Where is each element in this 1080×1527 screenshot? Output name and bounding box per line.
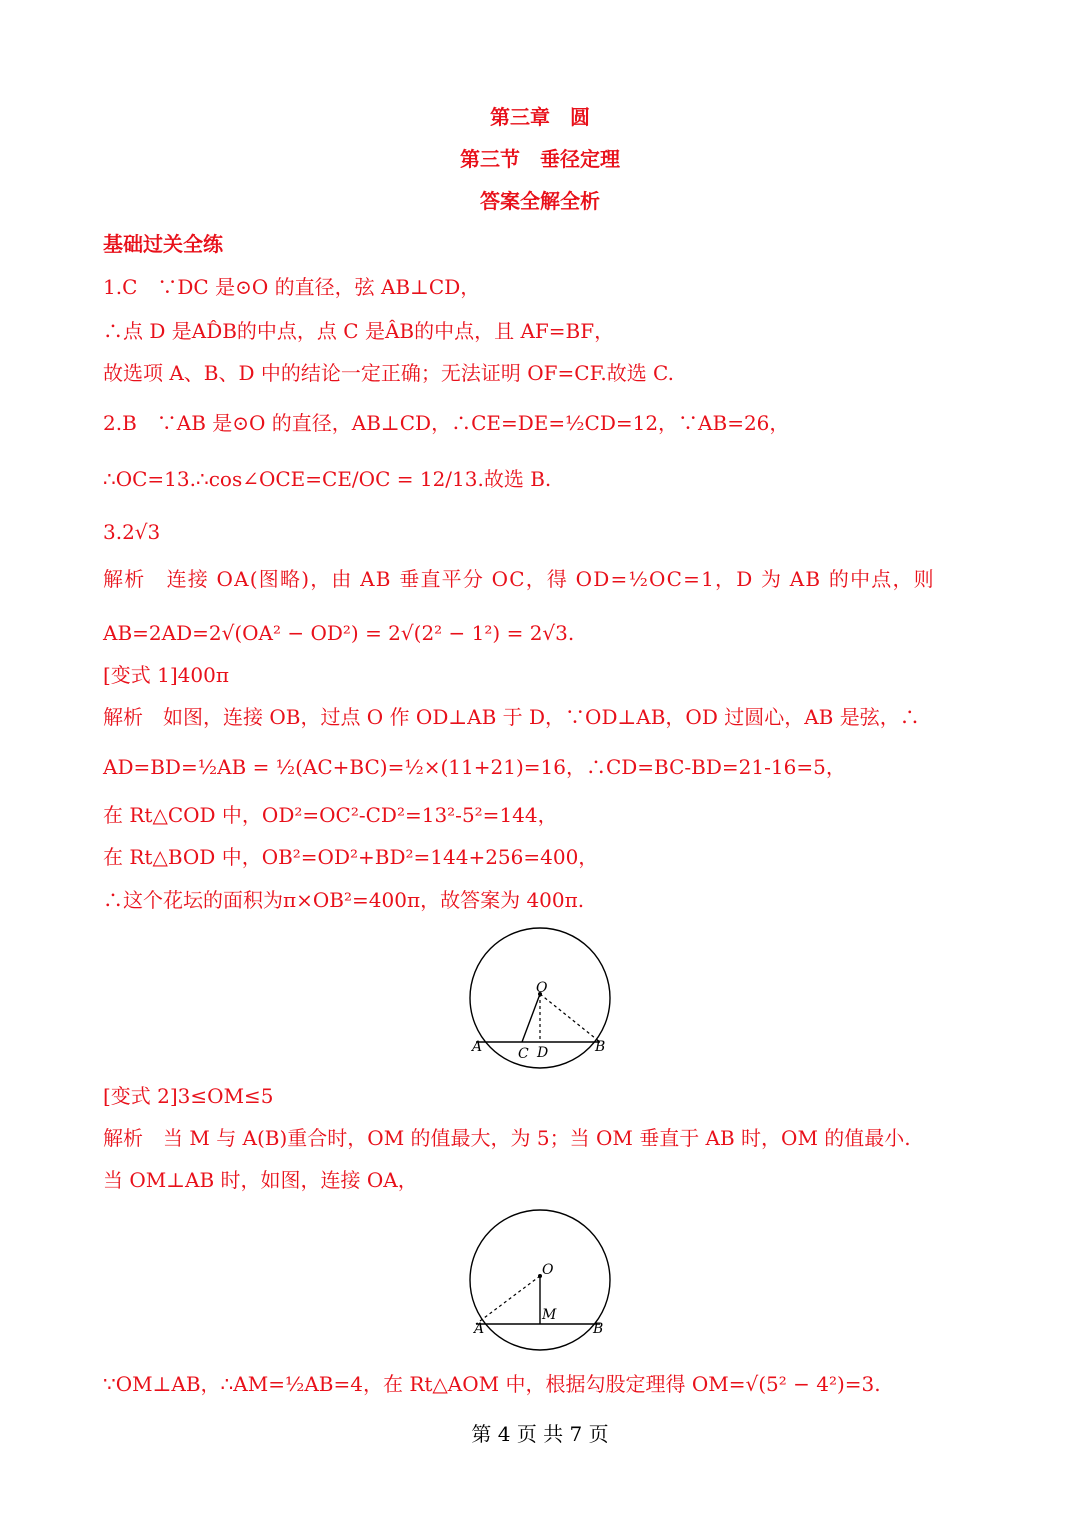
variant1-analysis-5: ∴这个花坛的面积为π×OB²=400π，故答案为 400π. bbox=[103, 888, 585, 912]
circle-figure-2 bbox=[460, 1204, 620, 1354]
label-b: B bbox=[593, 1321, 604, 1337]
answer-subtitle: 答案全解全析 bbox=[480, 189, 600, 213]
variant2-analysis-1: 解析 当 M 与 A(B)重合时，OM 的值最大，为 5；当 OM 垂直于 AB 时，OM 的值最小. bbox=[103, 1126, 911, 1150]
page-footer: 第 4 页 共 7 页 bbox=[471, 1422, 609, 1446]
label-o: O bbox=[542, 1262, 554, 1278]
variant1-analysis-4: 在 Rt△BOD 中，OB²=OD²+BD²=144+256=400， bbox=[103, 845, 599, 869]
label-m: M bbox=[542, 1307, 557, 1323]
variant1-answer: [变式 1]400π bbox=[103, 663, 230, 687]
q1-line-2: ∴点 D 是AD̂B的中点，点 C 是ÂB的中点，且 AF=BF， bbox=[103, 319, 615, 343]
variant1-analysis-1: 解析 如图，连接 OB，过点 O 作 OD⊥AB 于 D，∵OD⊥AB，OD 过圆心，AB 是弦，∴ bbox=[103, 705, 920, 729]
segment-oa bbox=[476, 1276, 540, 1324]
section-title: 第三节 垂径定理 bbox=[460, 147, 620, 171]
label-a: A bbox=[474, 1321, 485, 1337]
q1-line-1: 1.C ∵DC 是⊙O 的直径，弦 AB⊥CD， bbox=[103, 275, 481, 299]
q3-analysis-1: 解析 连接 OA(图略)，由 AB 垂直平分 OC，得 OD=½OC=1，D 为 AB 的中点，则 bbox=[103, 567, 935, 591]
variant1-analysis-3: 在 Rt△COD 中，OD²=OC²-CD²=13²-5²=144， bbox=[103, 803, 558, 827]
q2-line-1: 2.B ∵AB 是⊙O 的直径，AB⊥CD，∴CE=DE=½CD=12，∵AB=26， bbox=[103, 411, 790, 435]
variant1-analysis-2: AD=BD=½AB = ½(AC+BC)=½×(11+21)=16，∴CD=BC-BD=21-16=5， bbox=[103, 755, 846, 779]
label-d: D bbox=[537, 1045, 549, 1061]
label-c: C bbox=[518, 1046, 529, 1062]
segment-oc bbox=[522, 994, 540, 1042]
variant2-analysis-3: ∵OM⊥AB，∴AM=½AB=4，在 Rt△AOM 中，根据勾股定理得 OM=√(5² − 4²)=3. bbox=[103, 1372, 881, 1396]
q1-line-3: 故选项 A、B、D 中的结论一定正确；无法证明 OF=CF.故选 C. bbox=[103, 361, 675, 385]
variant2-analysis-2: 当 OM⊥AB 时，如图，连接 OA， bbox=[103, 1168, 418, 1192]
label-o: O bbox=[536, 980, 548, 996]
label-a: A bbox=[472, 1039, 483, 1055]
segment-ob bbox=[540, 994, 600, 1042]
q3-analysis-2: AB=2AD=2√(OA² − OD²) = 2√(2² − 1²) = 2√3. bbox=[103, 621, 575, 645]
chapter-title: 第三章 圆 bbox=[490, 105, 590, 129]
q2-line-2: ∴OC=13.∴cos∠OCE=CE/OC = 12/13.故选 B. bbox=[103, 467, 552, 491]
circle-figure-1 bbox=[460, 922, 620, 1072]
q3-answer: 3.2√3 bbox=[103, 520, 161, 544]
label-b: B bbox=[595, 1039, 606, 1055]
section-heading: 基础过关全练 bbox=[103, 232, 223, 256]
variant2-answer: [变式 2]3≤OM≤5 bbox=[103, 1084, 274, 1108]
